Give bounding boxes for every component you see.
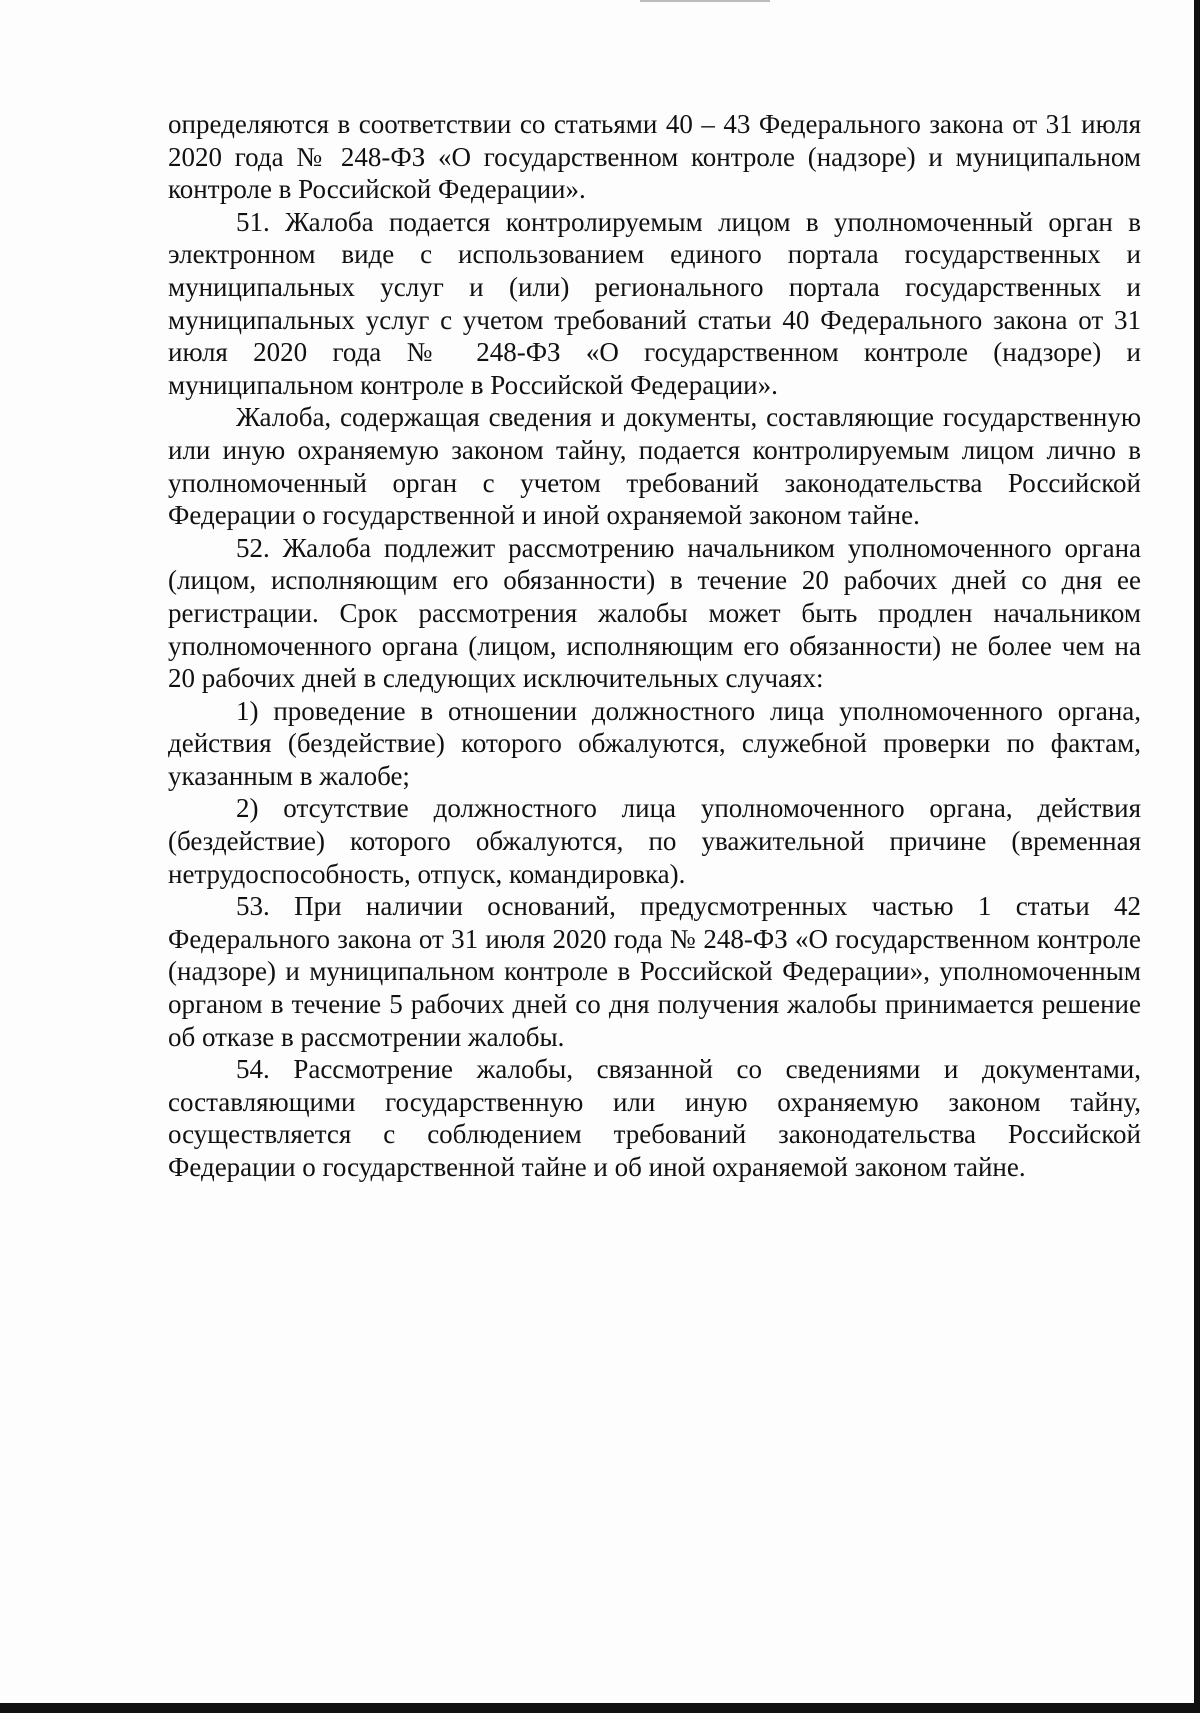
paragraph-53: 53. При наличии оснований, предусмотренных частью 1 статьи 42 Федерального закона от 31 июля 2020 года № 248-ФЗ «О государственном контроле (надзоре) и муниципальном контроле в Российской Федерации», уполномоченным органом в течение 5 рабочих дней со дня получения жалобы принимается решение об отказе в рассмотрении жалобы. xyxy=(168,891,1141,1052)
paragraph-52: 52. Жалоба подлежит рассмотрению начальником уполномоченного органа (лицом, исполняющим его обязанности) в течение 20 рабочих дней со дня ее регистрации. Срок рассмотрения жалобы может быть продлен начальником уполномоченного органа (лицом, исполняющим его обязанности) не более чем на 20 рабочих дней в следующих исключительных случаях: xyxy=(168,532,1141,694)
paragraph-51-secret-complaint: Жалоба, содержащая сведения и документы, составляющие государственную или иную охраняемую законом тайну, подается контролируемым лицом лично в уполномоченный орган с учетом требований законодательства Российской Федерации о государственной и иной охраняемой законом тайне. xyxy=(168,402,1141,531)
paragraph-continuation: определяются в соответствии со статьями 40 – 43 Федерального закона от 31 июля 2020 года № 248-ФЗ «О государственном контроле (надзоре) и муниципальном контроле в Российской Федерации». xyxy=(168,109,1141,205)
scan-edge-right xyxy=(1194,0,1200,1713)
document-text-body xyxy=(168,108,1141,1184)
scan-edge-bottom xyxy=(0,1703,1200,1713)
paragraph-51: 51. Жалоба подается контролируемым лицом в уполномоченный орган в электронном виде с использованием единого портала государственных и муниципальных услуг и (или) регионального портала государственных и муниципальных услуг с учетом требований статьи 40 Федерального закона от 31 июля 2020 года № 248-ФЗ «О государственном контроле (надзоре) и муниципальном контроле в Российской Федерации». xyxy=(168,206,1141,400)
paragraph-52-item-1: 1) проведение в отношении должностного лица уполномоченного органа, действия (бездействие) которого обжалуются, служебной проверки по фактам, указанным в жалобе; xyxy=(168,695,1141,791)
scan-artifact-top xyxy=(640,0,770,2)
paragraph-52-item-2: 2) отсутствие должностного лица уполномоченного органа, действия (бездействие) которого обжалуются, по уважительной причине (временная нетрудоспособность, отпуск, командировка). xyxy=(168,793,1141,889)
paragraph-54: 54. Рассмотрение жалобы, связанной со сведениями и документами, составляющими государственную или иную охраняемую законом тайну, осуществляется с соблюдением требований законодательства Российской Федерации о государственной тайне и об иной охраняемой законом тайне. xyxy=(168,1054,1141,1182)
